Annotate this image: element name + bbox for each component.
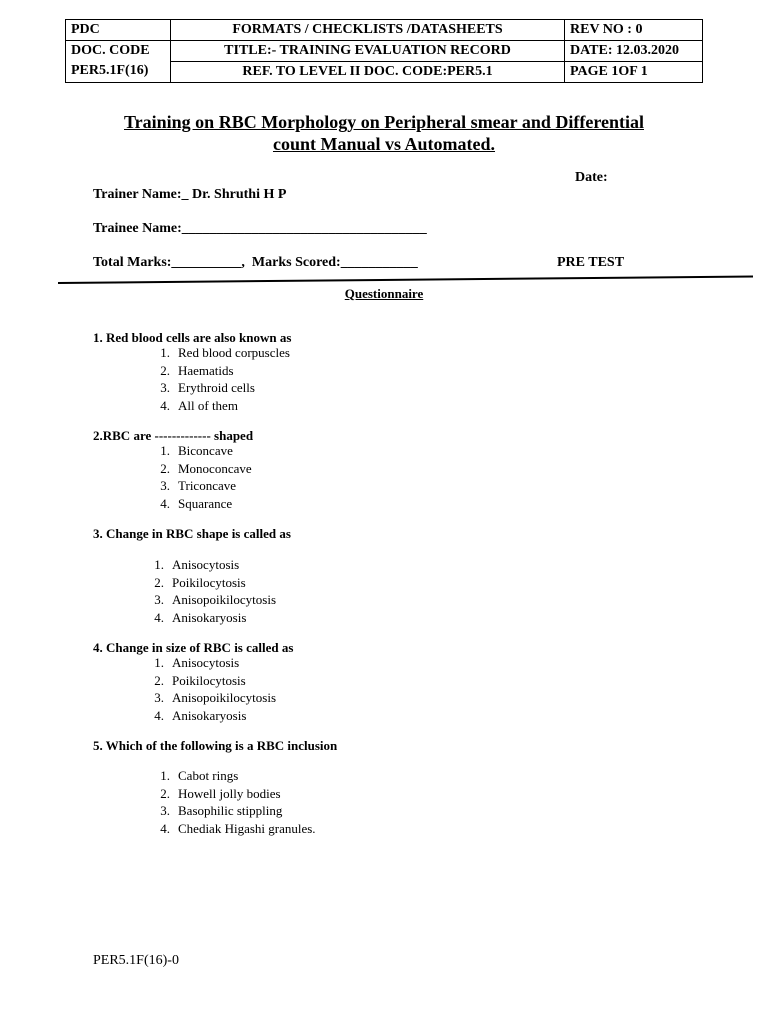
option-item: 4. Chediak Higashi granules.	[160, 820, 316, 836]
trainee-name-field: Trainee Name:___________________________________	[93, 221, 427, 236]
questionnaire-heading: Questionnaire	[344, 286, 424, 301]
question-1: 1. Red blood cells are also known as	[93, 330, 292, 345]
option-item: 2. Haematids	[160, 362, 234, 378]
question-5: 5. Which of the following is a RBC inclusion	[93, 738, 338, 753]
page-cell: PAGE 1OF 1	[565, 62, 703, 83]
option-item: 1. Red blood corpuscles	[160, 345, 290, 360]
option-item: 2. Monoconcave	[160, 460, 252, 476]
date-label: Date:	[575, 170, 608, 185]
option-item: 4. All of them	[160, 397, 238, 413]
option-item: 1. Anisocytosis	[154, 557, 240, 572]
option-item: 2. Howell jolly bodies	[160, 785, 281, 801]
date-cell: DATE: 12.03.2020	[565, 41, 703, 62]
record-title-cell: TITLE:- TRAINING EVALUATION RECORD	[171, 41, 565, 62]
option-item: 3. Erythroid cells	[160, 380, 255, 395]
question-4: 4. Change in size of RBC is called as	[93, 640, 294, 655]
formats-cell: FORMATS / CHECKLISTS /DATASHEETS	[171, 20, 565, 41]
option-item: 2. Poikilocytosis	[154, 574, 246, 590]
option-item: 3. Basophilic stippling	[160, 803, 283, 818]
question-3: 3. Change in RBC shape is called as	[93, 526, 291, 541]
option-item: 1. Cabot rings	[160, 768, 239, 783]
doc-code-label: DOC. CODE	[71, 43, 150, 58]
option-item: 4. Squarance	[160, 495, 233, 511]
option-item: 2. Poikilocytosis	[154, 672, 246, 688]
pdc-cell: PDC	[66, 20, 171, 41]
option-item: 3. Anisopoikilocytosis	[154, 690, 277, 705]
document-title-line-2: count Manual vs Automated.	[272, 134, 496, 154]
divider-line	[0, 0, 768, 300]
rev-no-cell: REV NO : 0	[565, 20, 703, 41]
option-item: 1. Biconcave	[160, 443, 233, 458]
question-4-options	[142, 654, 276, 724]
footer-doc-code: PER5.1F(16)-0	[93, 953, 179, 968]
marks-field: Total Marks:__________, Marks Scored:___________	[93, 255, 418, 270]
question-2-options	[148, 442, 252, 512]
doc-code-value: PER5.1F(16)	[71, 63, 149, 78]
pre-test-label: PRE TEST	[557, 255, 625, 270]
option-item: 4. Anisokaryosis	[154, 609, 247, 625]
question-3-options	[142, 556, 276, 626]
option-item: 4. Anisokaryosis	[154, 707, 247, 723]
option-item: 3. Anisopoikilocytosis	[154, 592, 277, 607]
trainer-name: Trainer Name:_ Dr. Shruthi H P	[93, 187, 287, 202]
ref-doc-cell: REF. TO LEVEL II DOC. CODE:PER5.1	[171, 62, 565, 83]
question-5-options	[148, 767, 316, 837]
option-item: 3. Triconcave	[160, 478, 237, 493]
option-item: 1. Anisocytosis	[154, 655, 240, 670]
question-1-options	[148, 344, 290, 414]
document-title-line-1: Training on RBC Morphology on Peripheral smear and Differential	[124, 112, 644, 132]
question-2: 2.RBC are ------------- shaped	[93, 428, 254, 443]
